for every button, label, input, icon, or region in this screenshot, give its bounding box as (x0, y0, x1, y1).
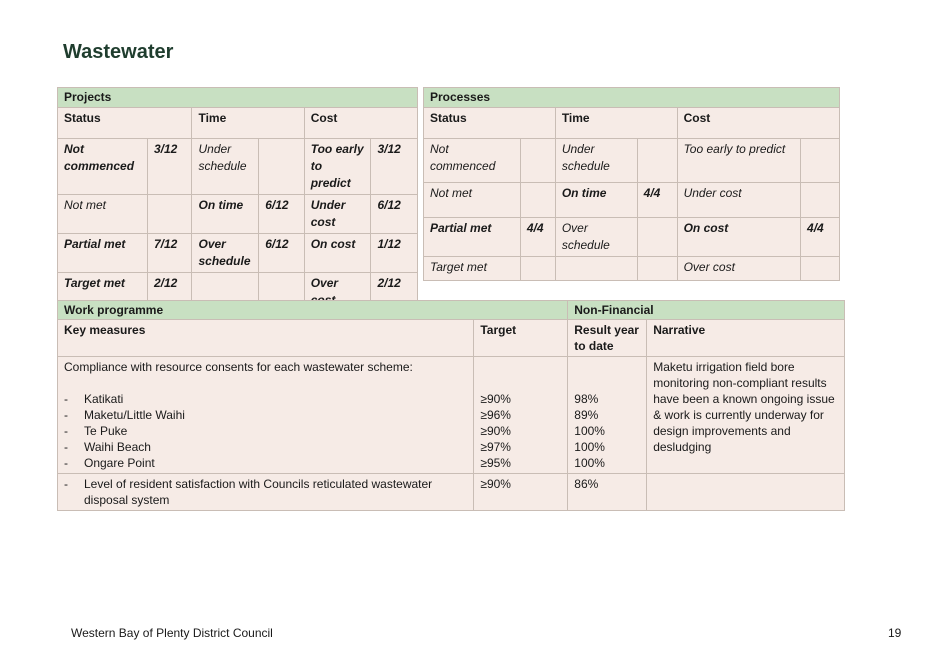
table-cell: Not commenced (58, 139, 148, 195)
table-cell: Not commenced (424, 139, 521, 183)
table-cell: 3/12 (148, 139, 192, 195)
table-cell: Partial met (58, 234, 148, 273)
table-cell: On time (555, 183, 637, 218)
table-cell (801, 183, 840, 218)
table-cell: 7/12 (148, 234, 192, 273)
table-cell: 4/4 (801, 218, 840, 257)
processes-cost-col: Cost (677, 108, 839, 139)
table-cell: Under schedule (555, 139, 637, 183)
list-dash: - (64, 456, 68, 470)
scheme-result: 100% (574, 456, 605, 470)
table-cell: Partial met (424, 218, 521, 257)
table-cell: Over (304, 273, 371, 312)
table-cell (520, 139, 555, 183)
table-cell: On cost (677, 218, 800, 257)
table-cell: On cost (304, 234, 371, 273)
satisfaction-target: ≥90% (474, 474, 568, 511)
list-item (64, 439, 467, 455)
table-cell: Under schedule (192, 139, 259, 195)
table-cell: Target met (424, 257, 521, 281)
list-dash: - (64, 424, 68, 438)
table-cell: 6/12 (259, 234, 305, 273)
footer-organisation: Western Bay of Plenty District Council (71, 626, 273, 640)
projects-time-col: Time (192, 108, 304, 139)
table-cell (259, 139, 305, 195)
scheme-name: Katikati (84, 392, 124, 406)
scheme-name: Waihi Beach (84, 440, 151, 454)
table-cell: Too early to predict (304, 139, 371, 195)
table-cell: Not met (58, 195, 148, 234)
table-cell: On time (192, 195, 259, 234)
list-item (64, 455, 467, 471)
list-dash: - (64, 477, 68, 491)
scheme-name: Maketu/Little Waihi (84, 408, 185, 422)
key-measures-col: Key measures (58, 320, 474, 357)
table-cell: 4/4 (637, 183, 677, 218)
satisfaction-cell (58, 474, 474, 511)
list-item (64, 407, 467, 423)
measures-cell (58, 357, 474, 474)
table-cell (637, 139, 677, 183)
narrative-cell: Maketu irrigation field bore monitoring non-compliant results have been a known ongoing issue & work is currently underway for design improvements and desludging (647, 357, 845, 474)
table-cell: Too early to predict (677, 139, 800, 183)
table-cell: 2/12 (148, 273, 192, 312)
list-dash: - (64, 392, 68, 406)
table-cell: Under cost (304, 195, 371, 234)
scheme-result: 98% (574, 392, 599, 406)
table-cell: Target met (58, 273, 148, 312)
list-dash: - (64, 408, 68, 422)
satisfaction-result: 86% (568, 474, 647, 511)
processes-status-col: Status (424, 108, 556, 139)
scheme-target: ≥96% (480, 408, 511, 422)
target-col: Target (474, 320, 568, 357)
table-cell: 6/12 (259, 195, 305, 234)
list-dash: - (64, 440, 68, 454)
satisfaction-narrative (647, 474, 845, 511)
table-cell: Under cost (677, 183, 800, 218)
scheme-target: ≥95% (480, 456, 511, 470)
list-item (64, 391, 467, 407)
page-title: Wastewater (63, 41, 174, 63)
table-cell (520, 257, 555, 281)
table-cell (148, 195, 192, 234)
projects-header: Projects (58, 88, 418, 108)
table-cell (801, 257, 840, 281)
scheme-target: ≥90% (480, 392, 511, 406)
table-cell (637, 218, 677, 257)
table-cell: Over cost (677, 257, 800, 281)
work-programme-table (57, 300, 845, 511)
processes-table (423, 87, 840, 281)
processes-header: Processes (424, 88, 840, 108)
table-cell: 1/12 (371, 234, 418, 273)
table-cell: Over schedule (192, 234, 259, 273)
page-number: 19 (888, 626, 902, 640)
scheme-target: ≥90% (480, 424, 511, 438)
targets-cell (474, 357, 568, 474)
scheme-name: Ongare Point (84, 456, 155, 470)
table-cell: Over schedule (555, 218, 637, 257)
list-item (64, 423, 467, 439)
table-cell: 3/12 (371, 139, 418, 195)
table-cell (637, 257, 677, 281)
narrative-col: Narrative (647, 320, 845, 357)
consent-intro: Compliance with resource consents for each wastewater scheme: (64, 360, 413, 374)
projects-table (57, 87, 418, 312)
processes-time-col: Time (555, 108, 677, 139)
scheme-result: 100% (574, 424, 605, 438)
table-cell (801, 139, 840, 183)
projects-cost-col: Cost (304, 108, 417, 139)
work-programme-header: Work programme (58, 301, 568, 320)
non-financial-header: Non-Financial (568, 301, 845, 320)
table-cell: 6/12 (371, 195, 418, 234)
results-cell (568, 357, 647, 474)
result-col: Result year to date (568, 320, 647, 357)
scheme-name: Te Puke (84, 424, 128, 438)
scheme-result: 89% (574, 408, 599, 422)
projects-status-col: Status (58, 108, 192, 139)
scheme-target: ≥97% (480, 440, 511, 454)
table-cell: 2/12 (371, 273, 418, 312)
scheme-result: 100% (574, 440, 605, 454)
table-cell (520, 183, 555, 218)
satisfaction-measure: Level of resident satisfaction with Councils reticulated wastewater disposal system (84, 477, 433, 507)
table-cell: 4/4 (520, 218, 555, 257)
table-cell: Not met (424, 183, 521, 218)
table-cell (555, 257, 637, 281)
